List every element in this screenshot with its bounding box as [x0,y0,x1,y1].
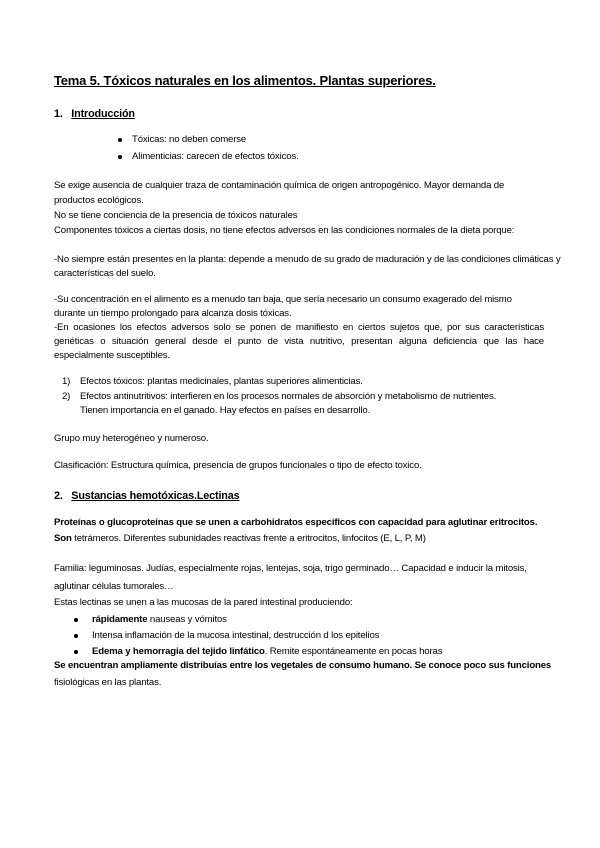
section-1-heading [54,107,135,121]
paragraph: durante un tiempo prolongado para alcanza dosis tóxicas. [54,308,292,319]
paragraph: Proteínas o glucoproteínas que se unen a carbohidratos específicos con capacidad para aglutinar eritrocitos. [54,517,538,528]
paragraph: Familia: leguminosas. Judías, especialmente rojas, lentejas, soja, trigo germinado… Capacidad e inducir la mitosis, [54,563,527,574]
paragraph: Clasificación: Estructura química, presencia de grupos funcionales o tipo de efecto toxico. [54,460,422,471]
bullet-text [92,614,227,626]
section-1-title: Introducción [71,108,135,120]
bold-text: Edema y hemorragia del tejido linfático [92,646,265,657]
paragraph: Se exige ausencia de cualquier traza de contaminación química de origen antropogénico. Mayor demanda de [54,180,505,191]
paragraph [54,533,426,545]
paragraph: -En ocasiones los efectos adversos solo se ponen de manifiesto en ciertos sujetos que, por sus características [54,322,544,333]
paragraph: Se encuentran ampliamente distribuías entre los vegetales de consumo humano. Se conoce poco sus funciones [54,660,552,671]
text: Intensa inflamación de la mucosa intestinal, destrucción d los epitelios [92,630,380,641]
section-2-heading [54,489,239,503]
bullet-icon [118,155,122,159]
paragraph: Estas lectinas se unen a las mucosas de la pared intestinal produciendo: [54,597,353,608]
section-1-number: 1. [54,108,63,120]
bullet-icon [74,618,78,622]
paragraph: productos ecológicos. [54,195,144,206]
paragraph: aglutinar células tumorales… [54,581,174,592]
paragraph: características del suelo. [54,268,156,279]
list-item: Tienen importancia en el ganado. Hay efectos en países en desarrollo. [80,405,371,416]
bullet-icon [118,138,122,142]
document-title: Tema 5. Tóxicos naturales en los alimentos. Plantas superiores. [54,73,436,88]
bullet-text: Tóxicas: no deben comerse [132,134,247,145]
bold-text: Son [54,533,72,544]
bold-text: rápidamente [92,614,148,625]
bullet-icon [74,650,78,654]
bullet-text [92,646,442,658]
text: . Remite espontáneamente en pocas horas [264,646,443,657]
paragraph: genéticas o situación general desde el punto de vista nutritivo, presentan alguna deficiencia que las hace [54,336,544,347]
paragraph: fisiológicas en las plantas. [54,677,162,688]
list-number: 1) [62,376,71,387]
list-number: 2) [62,391,71,402]
paragraph: especialmente susceptibles. [54,350,170,361]
text: tetrámeros. Diferentes subunidades reactivas frente a eritrocitos, linfocitos (E, L, P, M) [71,533,426,544]
paragraph: Grupo muy heterogéneo y numeroso. [54,433,209,444]
bullet-text [92,630,379,642]
list-item: Efectos tóxicos: plantas medicinales, plantas superiores alimenticias. [80,376,363,387]
list-item: Efectos antinutritivos: interfieren en los procesos normales de absorción y metabolismo de nutrientes. [80,391,497,402]
paragraph: -Su concentración en el alimento es a menudo tan baja, que sería necesario un consumo exagerado del mismo [54,294,512,305]
bullet-text: Alimenticias: carecen de efectos tóxicos. [132,151,299,162]
bullet-icon [74,634,78,638]
paragraph: -No siempre están presentes en la planta: depende a menudo de su grado de maduración y de las condiciones climáticas y [54,254,561,265]
section-2-number: 2. [54,490,63,502]
text: nauseas y vómitos [147,614,227,625]
paragraph: No se tiene conciencia de la presencia de tóxicos naturales [54,210,298,221]
paragraph: Componentes tóxicos a ciertas dosis, no tiene efectos adversos en las condiciones normales de la dieta porque: [54,225,515,236]
section-2-title: Sustancias hemotóxicas.Lectinas [71,490,240,502]
